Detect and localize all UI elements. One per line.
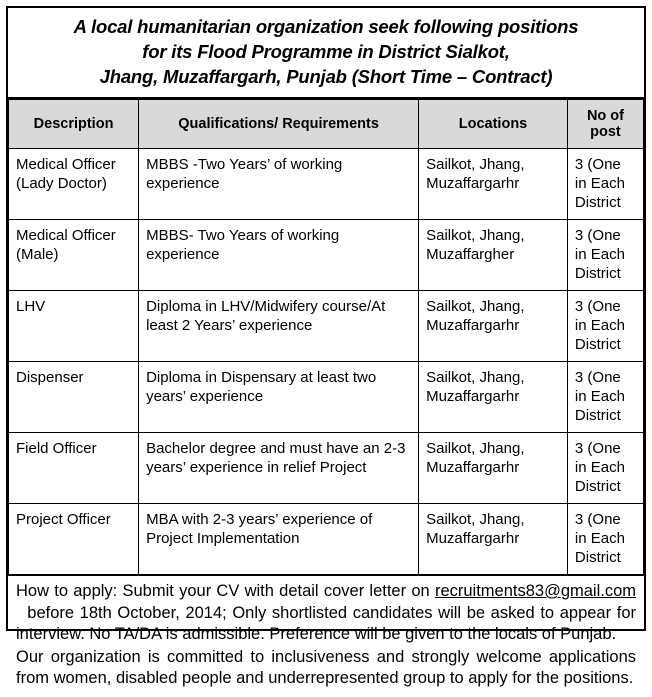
inclusiveness-paragraph: Our organization is committed to inclusiveness and strongly welcome applications from women, disabled people and underrepresented group to apply for the positions.: [16, 647, 636, 687]
cell-qualification: Bachelor degree and must have an 2-3 years’ experience in relief Project: [139, 433, 419, 504]
advertisement-frame: [6, 6, 646, 687]
cell-qualification: MBBS -Two Years’ of working experience: [139, 149, 419, 220]
cell-description: Project Officer: [9, 504, 139, 575]
column-header-no-of-post: No of post: [567, 100, 643, 149]
cell-description: Medical Officer (Male): [9, 220, 139, 291]
cell-description: Medical Officer (Lady Doctor): [9, 149, 139, 220]
table-row: [9, 504, 644, 575]
cell-description: Field Officer: [9, 433, 139, 504]
cell-location: Sailkot, Jhang, Muzaffargarhr: [419, 433, 568, 504]
cell-description: LHV: [9, 291, 139, 362]
cell-posts: 3 (One in Each District: [567, 291, 643, 362]
cell-location: Sailkot, Jhang, Muzaffargarhr: [419, 149, 568, 220]
advertisement-footer: [8, 574, 644, 697]
cell-location: Sailkot, Jhang, Muzaffargarhr: [419, 504, 568, 575]
column-header-locations: Locations: [419, 100, 568, 149]
cell-qualification: MBBS- Two Years of working experience: [139, 220, 419, 291]
header-line-1: A local humanitarian organization seek following positions: [73, 16, 579, 37]
cell-qualification: Diploma in LHV/Midwifery course/At least 2 Years’ experience: [139, 291, 419, 362]
cell-posts: 3 (One in Each District: [567, 362, 643, 433]
table-row: [9, 291, 644, 362]
table-header-row: [9, 100, 644, 149]
cell-posts: 3 (One in Each District: [567, 220, 643, 291]
table-row: [9, 362, 644, 433]
table-row: [9, 433, 644, 504]
cell-description: Dispenser: [9, 362, 139, 433]
application-email[interactable]: recruitments83@gmail.com: [434, 582, 637, 600]
header-line-2: for its Flood Programme in District Sialkot,: [142, 41, 510, 62]
cell-posts: 3 (One in Each District: [567, 149, 643, 220]
cell-qualification: Diploma in Dispensary at least two years’ experience: [139, 362, 419, 433]
table-row: [9, 220, 644, 291]
header-line-3: Jhang, Muzaffargarh, Punjab (Short Time – Contract): [99, 66, 553, 87]
how-to-apply-rest: before 18th October, 2014; Only shortlisted candidates will be asked to appear for interview. No TA/DA is admissible. Preference will be given to the locals of Punjab.: [16, 603, 636, 643]
advertisement-header: [8, 8, 644, 99]
cell-qualification: MBA with 2-3 years’ experience of Project Implementation: [139, 504, 419, 575]
cell-location: Sailkot, Jhang, Muzaffargher: [419, 220, 568, 291]
cell-location: Sailkot, Jhang, Muzaffargarhr: [419, 291, 568, 362]
column-header-qualifications: Qualifications/ Requirements: [139, 100, 419, 149]
table-row: [9, 149, 644, 220]
cell-location: Sailkot, Jhang, Muzaffargarhr: [419, 362, 568, 433]
cell-posts: 3 (One in Each District: [567, 433, 643, 504]
positions-table: [8, 99, 644, 575]
how-to-apply-paragraph: [16, 581, 636, 646]
cell-posts: 3 (One in Each District: [567, 504, 643, 575]
how-to-apply-lead: How to apply: Submit your CV with detail cover letter on: [16, 582, 430, 600]
column-header-description: Description: [9, 100, 139, 149]
table-header: [9, 100, 644, 149]
table-body: [9, 149, 644, 575]
